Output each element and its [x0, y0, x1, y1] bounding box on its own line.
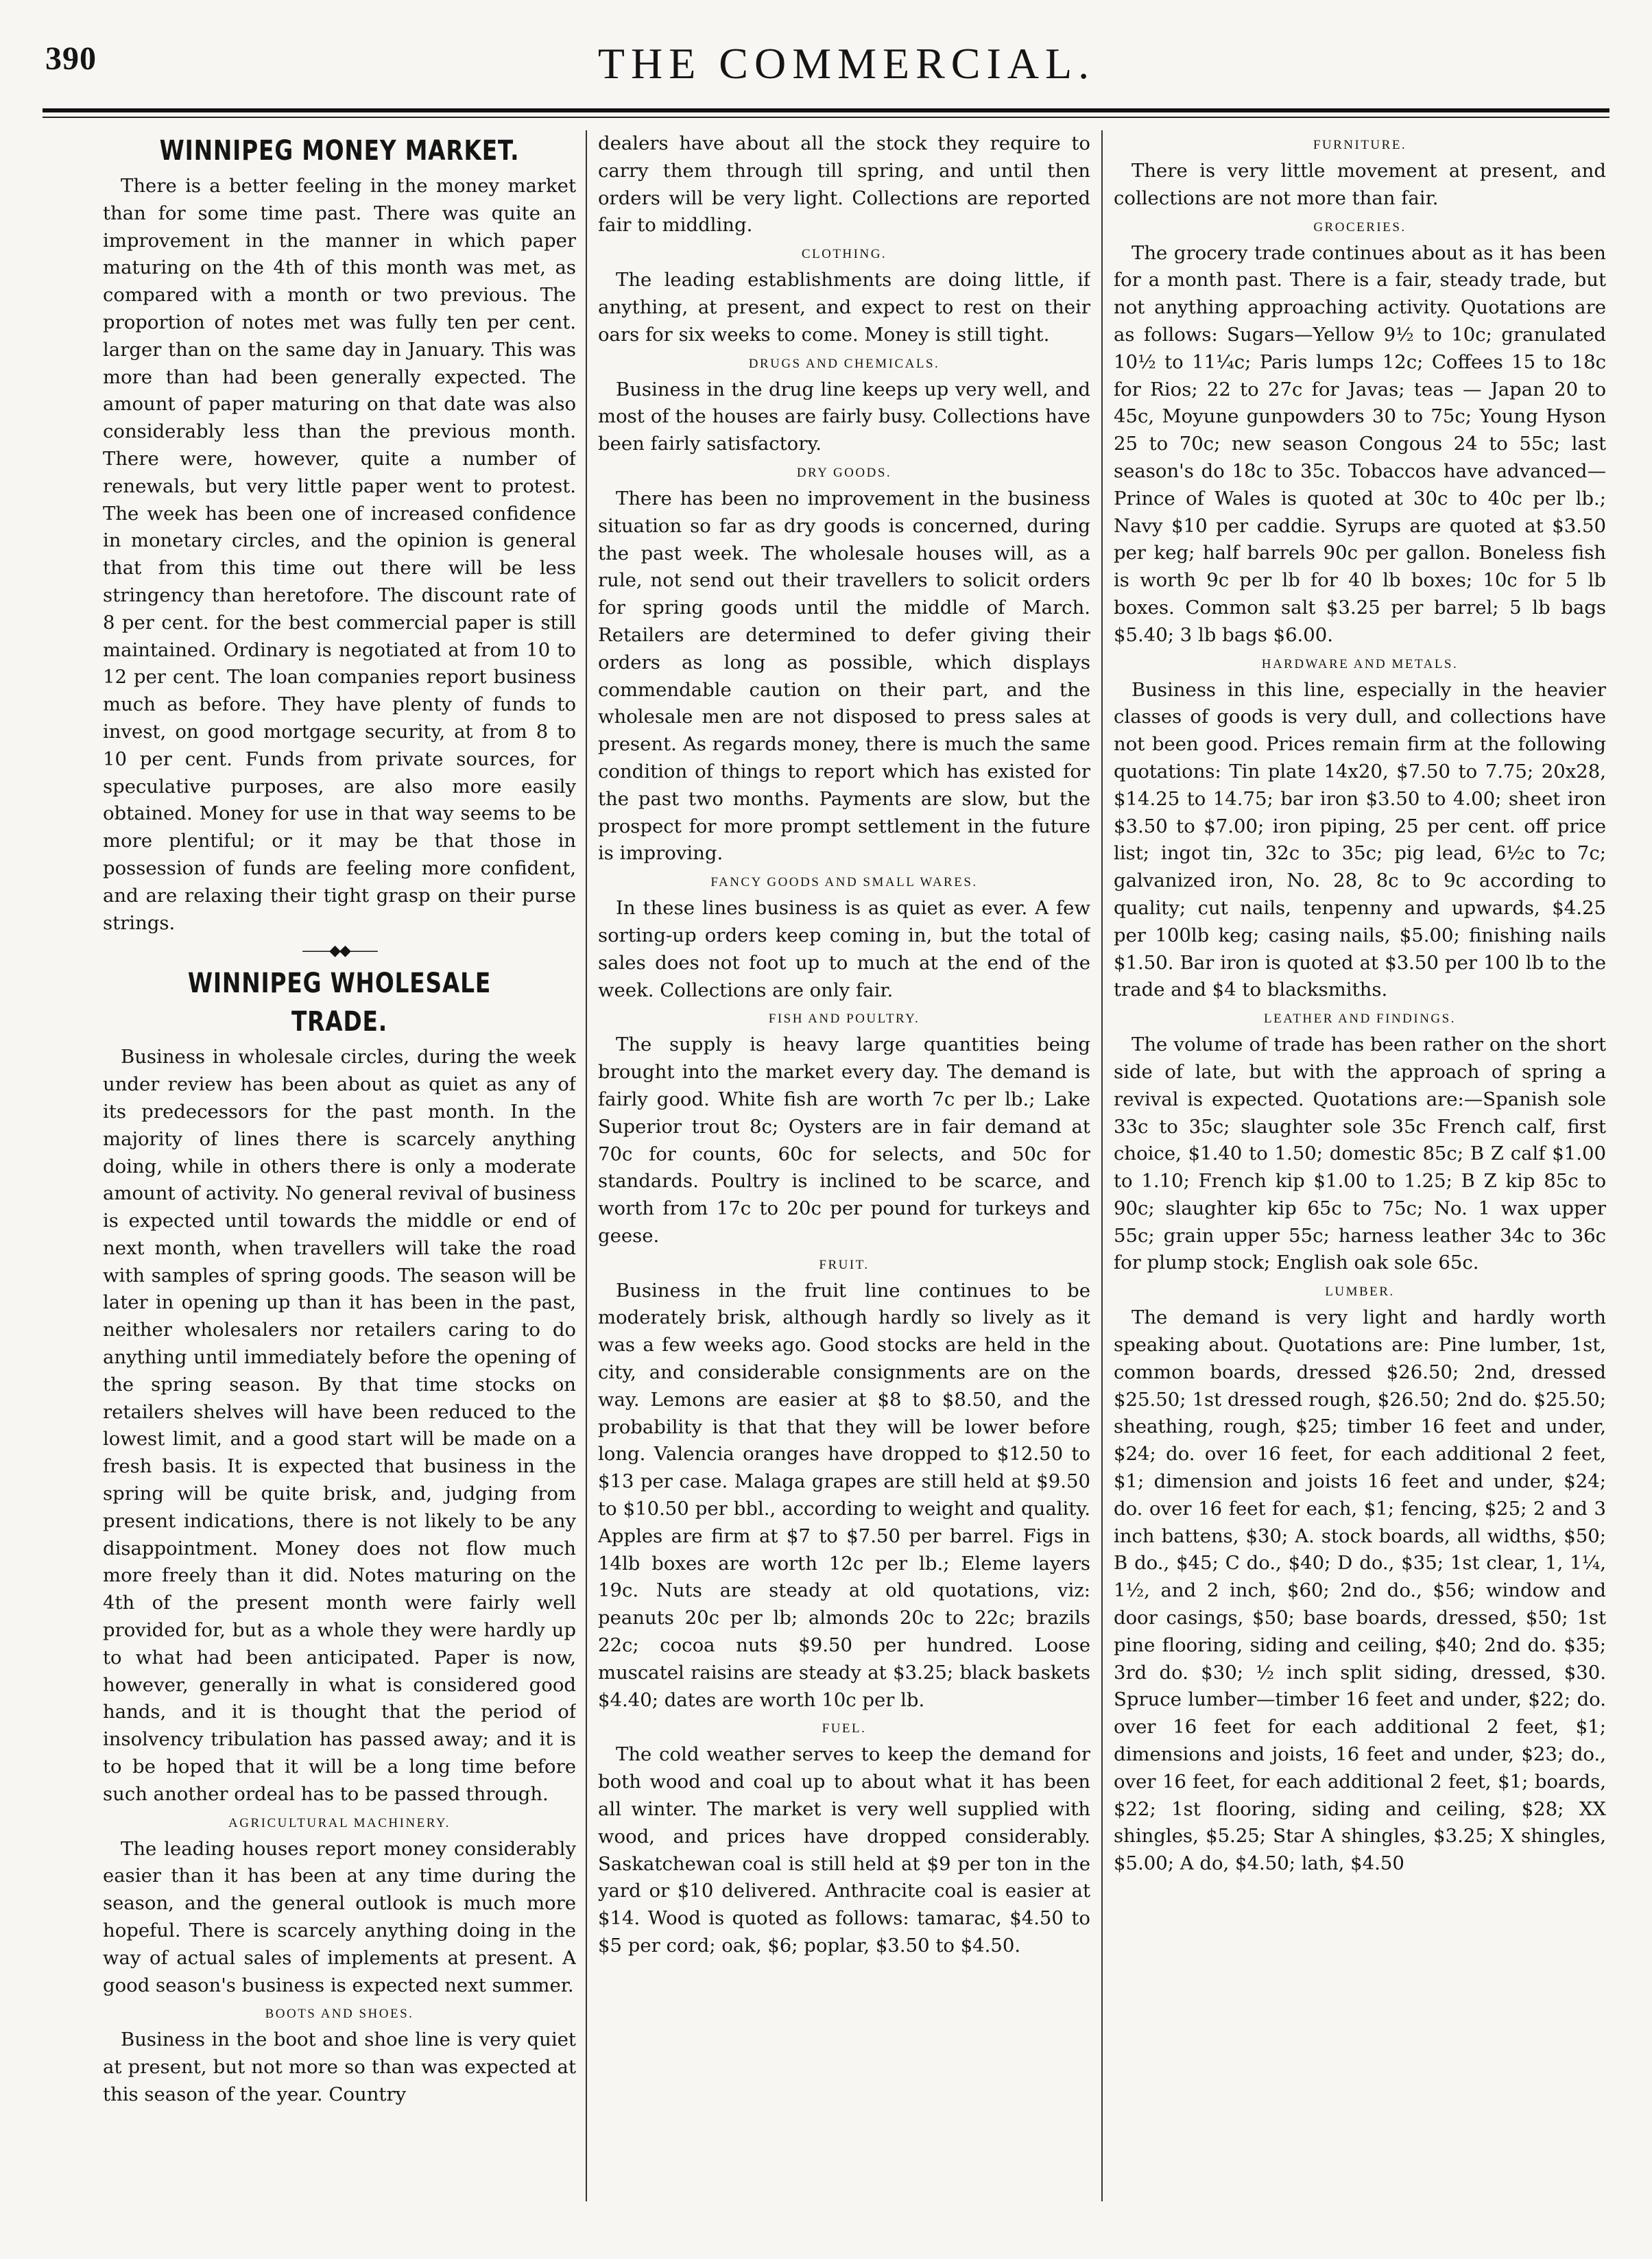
section-title-fuel: FUEL. — [822, 1721, 867, 1736]
column-3 — [1114, 130, 1606, 2201]
section-title-lumber: LUMBER. — [1325, 1284, 1395, 1300]
section-body-agricultural: The leading houses report money considerably easier than it has been at any time during the season, and the general outlook is much more hopeful. There is scarcely anything doing in the way of actual sales of implements at present. A good season's business is expected next summer. — [103, 1837, 576, 1996]
section-body-boots: Business in the boot and shoe line is very quiet at present, but not more so than was expected at this season of the year. Country — [103, 2029, 576, 2105]
section-title-hardware: HARDWARE AND METALS. — [1261, 656, 1459, 671]
section-body-fancy-goods: In these lines business is as quiet as ever. A few sorting-up orders keep coming in, but the total of sales does not foot up to much at the end of the week. Collections are only fair. — [598, 897, 1090, 1001]
section-body-groceries: The grocery trade continues about as it has been for a month past. There is a fair, steady trade, but not anything approaching activity. Quotations are as follows: Sugars—Yellow 9½ to 10c; granulated 10½ to 11¼c; Paris lumps 12c; Coffees 15 to 18c for Rios; 22 to 27c for Javas; teas — Japan 20 to 45c, Moyune gunpowders 30 to 75c; Young Hyson 25 to 70c; new season Congous 24 to 55c; last season's do 18c to 35c. Tobaccos have advanced—Prince of Wales is quoted at 30c to 40c per lb.; Navy $10 per caddie. Syrups are quoted at $3.50 per keg; half barrels 90c per gallon. Boneless fish is worth 9c per lb for 40 lb boxes; 10c for 5 lb boxes. Common salt $3.25 per barrel; 5 lb bags $5.40; 3 lb bags $6.00. — [1114, 241, 1606, 646]
section-title-furniture: FURNITURE. — [1313, 138, 1407, 152]
section-body-hardware: Business in this line, especially in the heavier classes of goods is very dull, and collections have not been good. Prices remain firm at the following quotations: Tin plate 14x20, $7.50 to 7.75; 20x28, $14.25 to 14.75; bar iron $3.50 to 4.00; sheet iron $3.50 to $7.00; iron piping, 25 per cent. off price list; ingot tin, 32c to 35c; pig lead, 6½c to 7c; galvanized iron, No. 28, 8c to 9c according to quality; cut nails, tenpenny and upwards, $4.25 per 100lb keg; casing nails, $5.00; finishing nails $1.50. Bar iron is quoted at $3.50 per 100 lb to the trade and $4 to blacksmiths. — [1114, 678, 1606, 1001]
masthead-title: THE COMMERCIAL. — [597, 39, 1096, 88]
page-number: 390 — [45, 40, 97, 77]
ornament-divider: ——◆◆—— — [302, 942, 377, 960]
section-title-fish: FISH AND POULTRY. — [768, 1012, 920, 1027]
masthead-rule-thin — [43, 117, 1609, 118]
section-body-lumber: The demand is very light and hardly worth speaking about. Quotations are: Pine lumber, 1st, common boards, dressed $26.50; 2nd, dressed $25.50; 1st dressed rough, $26.50; 2nd do. $25.50; sheathing, rough, $25; timber 16 feet and under, $24; do. over 16 feet, for each additional 2 feet, $1; dimension and joists 16 feet and under, $24; do. over 16 feet for each, $1; fencing, $25; 2 and 3 inch battens, $30; A. stock boards, all widths, $50; B do., $45; C do., $40; D do., $35; 1st clear, 1, 1¼, 1½, and 2 inch, $60; 2nd do., $56; window and door casings, $50; base boards, dressed, $50; 1st pine flooring, siding and ceiling, $40; 2nd do. $35; 3rd do. $30; ½ inch split siding, dressed, $30. Spruce lumber—timber 16 feet and under, $22; do. over 16 feet for each additional 2 feet, $1; dimensions and joists, 16 feet and under, $23; do., over 16 feet, for each additional 2 feet, $1; boards, $22; 1st flooring, siding and ceiling, $28; XX shingles, $5.25; Star A shingles, $3.25; X shingles, $5.00; A do, $4.50; lath, $4.50 — [1114, 1306, 1606, 1875]
section-title-fancy-goods: FANCY GOODS AND SMALL WARES. — [710, 875, 978, 890]
section-title-groceries: GROCERIES. — [1313, 219, 1406, 235]
section-title-agricultural: AGRICULTURAL MACHINERY. — [228, 1815, 451, 1830]
section-body-dry-goods: There has been no improvement in the business situation so far as dry goods is concerned, during the past week. The wholesale houses will, as a rule, not send out their travellers to solicit orders for spring goods until the middle of March. Retailers are determined to defer giving their orders as long as possible, which displays commendable caution on their part, and the wholesale men are not disposed to press sales at present. As regards money, there is much the same condition of things to report which has existed for the past two months. Payments are slow, but the prospect for more prompt settlement in the future is improving. — [598, 487, 1090, 865]
column-separator-1 — [586, 130, 587, 2201]
wholesale-trade-headline: WINNIPEG WHOLESALE TRADE. — [187, 968, 492, 1038]
section-body-fish: The supply is heavy large quantities being brought into the market every day. The demand is fairly good. White fish are worth 7c per lb.; Lake Superior trout 8c; Oysters are in fair demand at 70c for counts, 60c for selects, and 50c for standards. Poultry is inclined to be scarce, and worth from 17c to 20c per pound for turkeys and geese. — [598, 1033, 1090, 1247]
section-title-dry-goods: DRY GOODS. — [796, 465, 892, 480]
money-market-body: There is a better feeling in the money market than for some time past. There was quite an improvement in the manner in which paper maturing on the 4th of this month was met, as compared with a month or two previous. The proportion of notes met was fully ten per cent. larger than on the same day in January. This was more than had been generally expected. The amount of paper maturing on that date was also considerably less than the previous month. There were, however, quite a number of renewals, but very little paper went to protest. The week has been one of increased confidence in monetary circles, and the opinion is general that from this time out there will be less stringency than heretofore. The discount rate of 8 per cent. for the best commercial paper is still maintained. Ordinary is negotiated at from 10 to 12 per cent. The loan companies report business much as before. They have plenty of funds to invest, on good mortgage security, at from 8 to 10 per cent. Funds from private sources, for speculative purposes, are also more easily obtained. Money for use in that way seems to be more plentiful; or it may be that those in possession of funds are feeling more confident, and are relaxing their tight grasp on their purse strings. — [103, 175, 576, 934]
column-2 — [598, 130, 1090, 2201]
column-1 — [103, 130, 576, 2201]
section-body-leather: The volume of trade has been rather on the short side of late, but with the approach of spring a revival is expected. Quotations are:—Spanish sole 33c to 35c; slaughter sole 35c French calf, first choice, $1.40 to 1.50; domestic 85c; B Z calf $1.00 to 1.10; French kip $1.00 to 1.25; B Z kip 85c to 90c; slaughter kip 65c to 75c; No. 1 wax upper 55c; grain upper 55c; harness leather 34c to 36c for plump stock; English oak sole 65c. — [1114, 1033, 1606, 1274]
section-title-drugs: DRUGS AND CHEMICALS. — [748, 356, 940, 371]
column-separator-2 — [1101, 130, 1103, 2201]
section-body-drugs: Business in the drug line keeps up very well, and most of the houses are fairly busy. Collections have been fairly satisfactory. — [598, 378, 1090, 455]
section-title-leather: LEATHER AND FINDINGS. — [1264, 1012, 1456, 1027]
section-body-clothing: The leading establishments are doing little, if anything, at present, and expect to rest on their oars for six weeks to come. Money is still tight. — [598, 269, 1090, 346]
money-market-headline: WINNIPEG MONEY MARKET. — [159, 135, 520, 167]
section-body-furniture: There is very little movement at present, and collections are not more than fair. — [1114, 160, 1606, 209]
section-title-clothing: CLOTHING. — [801, 247, 887, 262]
section-body-fruit: Business in the fruit line continues to be moderately brisk, although hardly so lively as it was a few weeks ago. Good stocks are held in the city, and considerable consignments are on the way. Lemons are easier at $8 to $8.50, and the probability is that that they will be lower before long. Valencia oranges have dropped to $12.50 to $13 per case. Malaga grapes are still held at $9.50 to $10.50 per bbl., according to weight and quality. Apples are firm at $7 to $7.50 per barrel. Figs in 14lb boxes are worth 12c per lb.; Eleme layers 19c. Nuts are steady at old quotations, viz: peanuts 20c per lb; almonds 20c to 22c; brazils 22c; cocoa nuts $9.50 per hundred. Loose muscatel raisins are steady at $3.25; black baskets $4.40; dates are worth 10c per lb. — [598, 1279, 1090, 1711]
section-body-fuel: The cold weather serves to keep the demand for both wood and coal up to about what it has been all winter. The market is very well supplied with wood, and prices have dropped considerably. Saskatchewan coal is still held at $9 per ton in the yard or $10 delivered. Anthracite coal is easier at $14. Wood is quoted as follows: tamarac, $4.50 to $5 per cord; oak, $6; poplar, $3.50 to $4.50. — [598, 1743, 1090, 1957]
wholesale-trade-intro: Business in wholesale circles, during the week under review has been about as quiet as any of its predecessors for the past month. In the majority of lines there is scarcely anything doing, while in others there is only a moderate amount of activity. No general revival of business is expected until towards the middle or end of next month, when travellers will take the road with samples of spring goods. The season will be later in opening up than it has been in the past, neither wholesalers nor retailers caring to do anything until immediately before the opening of the spring season. By that time stocks on retailers shelves will have been reduced to the lowest limit, and a good start will be made on a fresh basis. It is expected that business in the spring will be quite brisk, and, judging from present indications, there is not likely to be any disappointment. Money does not flow much more freely than it did. Notes maturing on the 4th of the present month were fairly well provided for, but as a whole they were hardly up to what had been anticipated. Paper is now, however, generally in what is considered good hands, and it is thought that the period of insolvency tribulation has passed away; and it is to be hoped that it will be a long time before such another ordeal has to be passed through. — [103, 1046, 576, 1805]
section-title-boots: BOOTS AND SHOES. — [265, 2007, 414, 2022]
masthead-rule-thick — [43, 108, 1609, 112]
section-title-fruit: FRUIT. — [819, 1257, 870, 1272]
section-body-boots-continued: dealers have about all the stock they require to carry them through till spring, and until then orders will be very light. Collections are reported fair to middling. — [598, 132, 1090, 237]
